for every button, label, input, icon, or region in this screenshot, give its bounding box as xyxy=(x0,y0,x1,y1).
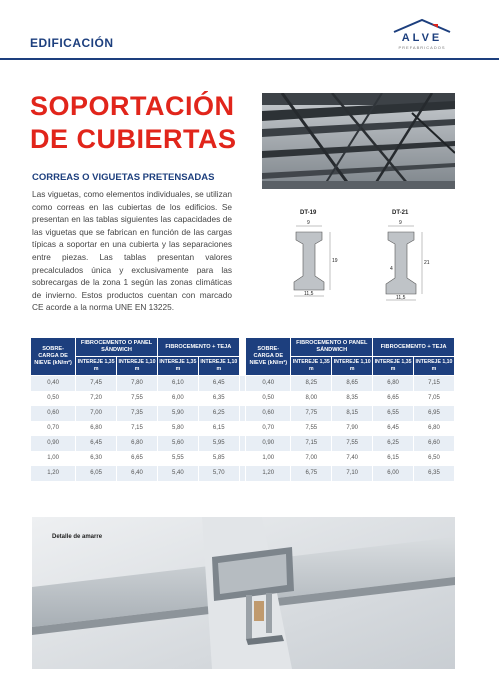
interaxis-header: INTEREJE 1,35 m xyxy=(373,357,414,376)
dt21-web-dimension: 4 xyxy=(390,266,393,272)
load-cell: 0,50 xyxy=(31,391,76,406)
load-header-right: SOBRE-CARGA DE NIEVE (kN/m²) xyxy=(246,338,291,376)
span-cell: 5,95 xyxy=(198,436,239,451)
anchoring-detail-photo xyxy=(32,517,455,669)
interaxis-header: INTEREJE 1,10 m xyxy=(117,357,158,376)
load-cell: 0,90 xyxy=(31,436,76,451)
span-cell: 6,60 xyxy=(413,436,454,451)
span-cell: 7,15 xyxy=(291,436,332,451)
span-cell: 5,80 xyxy=(157,421,198,436)
span-cell: 5,90 xyxy=(157,406,198,421)
table-row xyxy=(31,436,455,451)
span-cell: 6,35 xyxy=(413,466,454,481)
span-cell: 7,80 xyxy=(117,376,158,391)
span-cell: 6,80 xyxy=(373,376,414,391)
span-cell: 5,60 xyxy=(157,436,198,451)
span-cell: 6,80 xyxy=(413,421,454,436)
span-cell: 6,00 xyxy=(157,391,198,406)
span-cell: 7,55 xyxy=(291,421,332,436)
span-cell: 6,35 xyxy=(198,391,239,406)
span-cell: 7,10 xyxy=(332,466,373,481)
interaxis-header: INTEREJE 1,35 m xyxy=(157,357,198,376)
span-cell: 5,40 xyxy=(157,466,198,481)
group2-header-right: FIBROCEMENTO + TEJA xyxy=(373,338,455,357)
load-cell: 0,70 xyxy=(31,421,76,436)
span-cell: 8,65 xyxy=(332,376,373,391)
load-cell: 0,60 xyxy=(31,406,76,421)
span-cell: 6,05 xyxy=(76,466,117,481)
span-cell: 8,35 xyxy=(332,391,373,406)
dt21-height-dimension: 21 xyxy=(424,260,430,266)
table-row xyxy=(31,451,455,466)
span-cell: 7,15 xyxy=(117,421,158,436)
span-cell: 6,30 xyxy=(76,451,117,466)
span-cell: 5,55 xyxy=(157,451,198,466)
span-cell: 7,00 xyxy=(291,451,332,466)
section-subtitle: CORREAS O VIGUETAS PRETENSADAS xyxy=(32,172,215,183)
span-cell: 7,05 xyxy=(413,391,454,406)
title-line-2: DE CUBIERTAS xyxy=(30,124,237,154)
span-cell: 8,15 xyxy=(332,406,373,421)
table-row xyxy=(31,466,455,481)
table-body xyxy=(31,376,455,481)
interaxis-header: INTEREJE 1,35 m xyxy=(291,357,332,376)
profile-drawings xyxy=(282,210,472,310)
table-row xyxy=(31,391,455,406)
load-capacity-table xyxy=(30,337,455,481)
span-cell: 7,55 xyxy=(117,391,158,406)
span-cell: 6,45 xyxy=(373,421,414,436)
span-cell: 6,15 xyxy=(373,451,414,466)
span-cell: 7,00 xyxy=(76,406,117,421)
span-cell: 6,80 xyxy=(117,436,158,451)
load-header-left: SOBRE-CARGA DE NIEVE (kN/m²) xyxy=(31,338,76,376)
dt19-height-dimension: 19 xyxy=(332,258,338,264)
span-cell: 6,10 xyxy=(157,376,198,391)
span-cell: 6,45 xyxy=(198,376,239,391)
span-cell: 6,40 xyxy=(117,466,158,481)
dt21-base-dimension: 11,5 xyxy=(396,295,406,301)
table-row xyxy=(31,406,455,421)
span-cell: 7,90 xyxy=(332,421,373,436)
dt19-top-dimension: 9 xyxy=(307,220,310,226)
span-cell: 7,20 xyxy=(76,391,117,406)
load-cell: 1,00 xyxy=(246,451,291,466)
interaxis-header: INTEREJE 1,10 m xyxy=(332,357,373,376)
profile-label-dt19: DT-19 xyxy=(300,210,317,216)
group2-header-left: FIBROCEMENTO + TEJA xyxy=(157,338,239,357)
span-cell: 5,85 xyxy=(198,451,239,466)
load-cell: 0,70 xyxy=(246,421,291,436)
load-cell: 0,40 xyxy=(246,376,291,391)
load-cell: 1,20 xyxy=(31,466,76,481)
group1-header-right: FIBROCEMENTO O PANEL SÁNDWICH xyxy=(291,338,373,357)
span-cell: 6,25 xyxy=(373,436,414,451)
load-cell: 1,20 xyxy=(246,466,291,481)
span-cell: 6,25 xyxy=(198,406,239,421)
title-line-1: SOPORTACIÓN xyxy=(30,91,235,121)
body-paragraph: Las viguetas, como elementos individuales, se utilizan como correas en las cubiertas de los edificios. Se presentan en las tablas siguientes las capacidades de las viguetas que se fabrican en función de las cargas típicas a soportar en una cubierta y las separaciones entre piezas. Las tablas presentan valores precalculados única y exclusivamente para las sobrecargas de la zona 1 según las zonas climáticas de invierno. Estos productos cuentan con marcado CE acorde a la norma UNE EN 13225. xyxy=(32,189,232,313)
company-logo xyxy=(392,18,472,52)
load-cell: 0,60 xyxy=(246,406,291,421)
interaxis-header: INTEREJE 1,10 m xyxy=(198,357,239,376)
header-rule xyxy=(0,58,499,60)
span-cell: 8,00 xyxy=(291,391,332,406)
span-cell: 7,35 xyxy=(117,406,158,421)
load-cell: 0,40 xyxy=(31,376,76,391)
span-cell: 6,95 xyxy=(413,406,454,421)
interaxis-header: INTEREJE 1,35 m xyxy=(76,357,117,376)
logo-subtitle: PREFABRICADOS xyxy=(398,45,446,50)
span-cell: 5,70 xyxy=(198,466,239,481)
load-cell: 1,00 xyxy=(31,451,76,466)
span-cell: 8,25 xyxy=(291,376,332,391)
page-title xyxy=(30,90,260,156)
table-row xyxy=(31,376,455,391)
span-cell: 7,75 xyxy=(291,406,332,421)
span-cell: 6,55 xyxy=(373,406,414,421)
photo-caption: Detalle de amarre xyxy=(52,534,103,540)
span-cell: 6,15 xyxy=(198,421,239,436)
span-cell: 7,15 xyxy=(413,376,454,391)
span-cell: 7,40 xyxy=(332,451,373,466)
load-cell: 0,90 xyxy=(246,436,291,451)
dt21-top-dimension: 9 xyxy=(399,220,402,226)
table-row xyxy=(31,421,455,436)
page-header xyxy=(0,0,499,60)
span-cell: 7,55 xyxy=(332,436,373,451)
load-cell: 0,50 xyxy=(246,391,291,406)
span-cell: 6,00 xyxy=(373,466,414,481)
span-cell: 6,80 xyxy=(76,421,117,436)
group1-header-left: FIBROCEMENTO O PANEL SÁNDWICH xyxy=(76,338,158,357)
span-cell: 7,45 xyxy=(76,376,117,391)
profile-label-dt21: DT-21 xyxy=(392,210,409,216)
span-cell: 6,65 xyxy=(373,391,414,406)
span-cell: 6,45 xyxy=(76,436,117,451)
span-cell: 6,65 xyxy=(117,451,158,466)
roof-structure-photo xyxy=(262,93,455,189)
section-label: EDIFICACIÓN xyxy=(30,36,114,50)
span-cell: 6,75 xyxy=(291,466,332,481)
span-cell: 6,50 xyxy=(413,451,454,466)
dt19-base-dimension: 11,5 xyxy=(304,291,314,297)
interaxis-header: INTEREJE 1,10 m xyxy=(413,357,454,376)
logo-word: ALVE xyxy=(401,32,443,44)
